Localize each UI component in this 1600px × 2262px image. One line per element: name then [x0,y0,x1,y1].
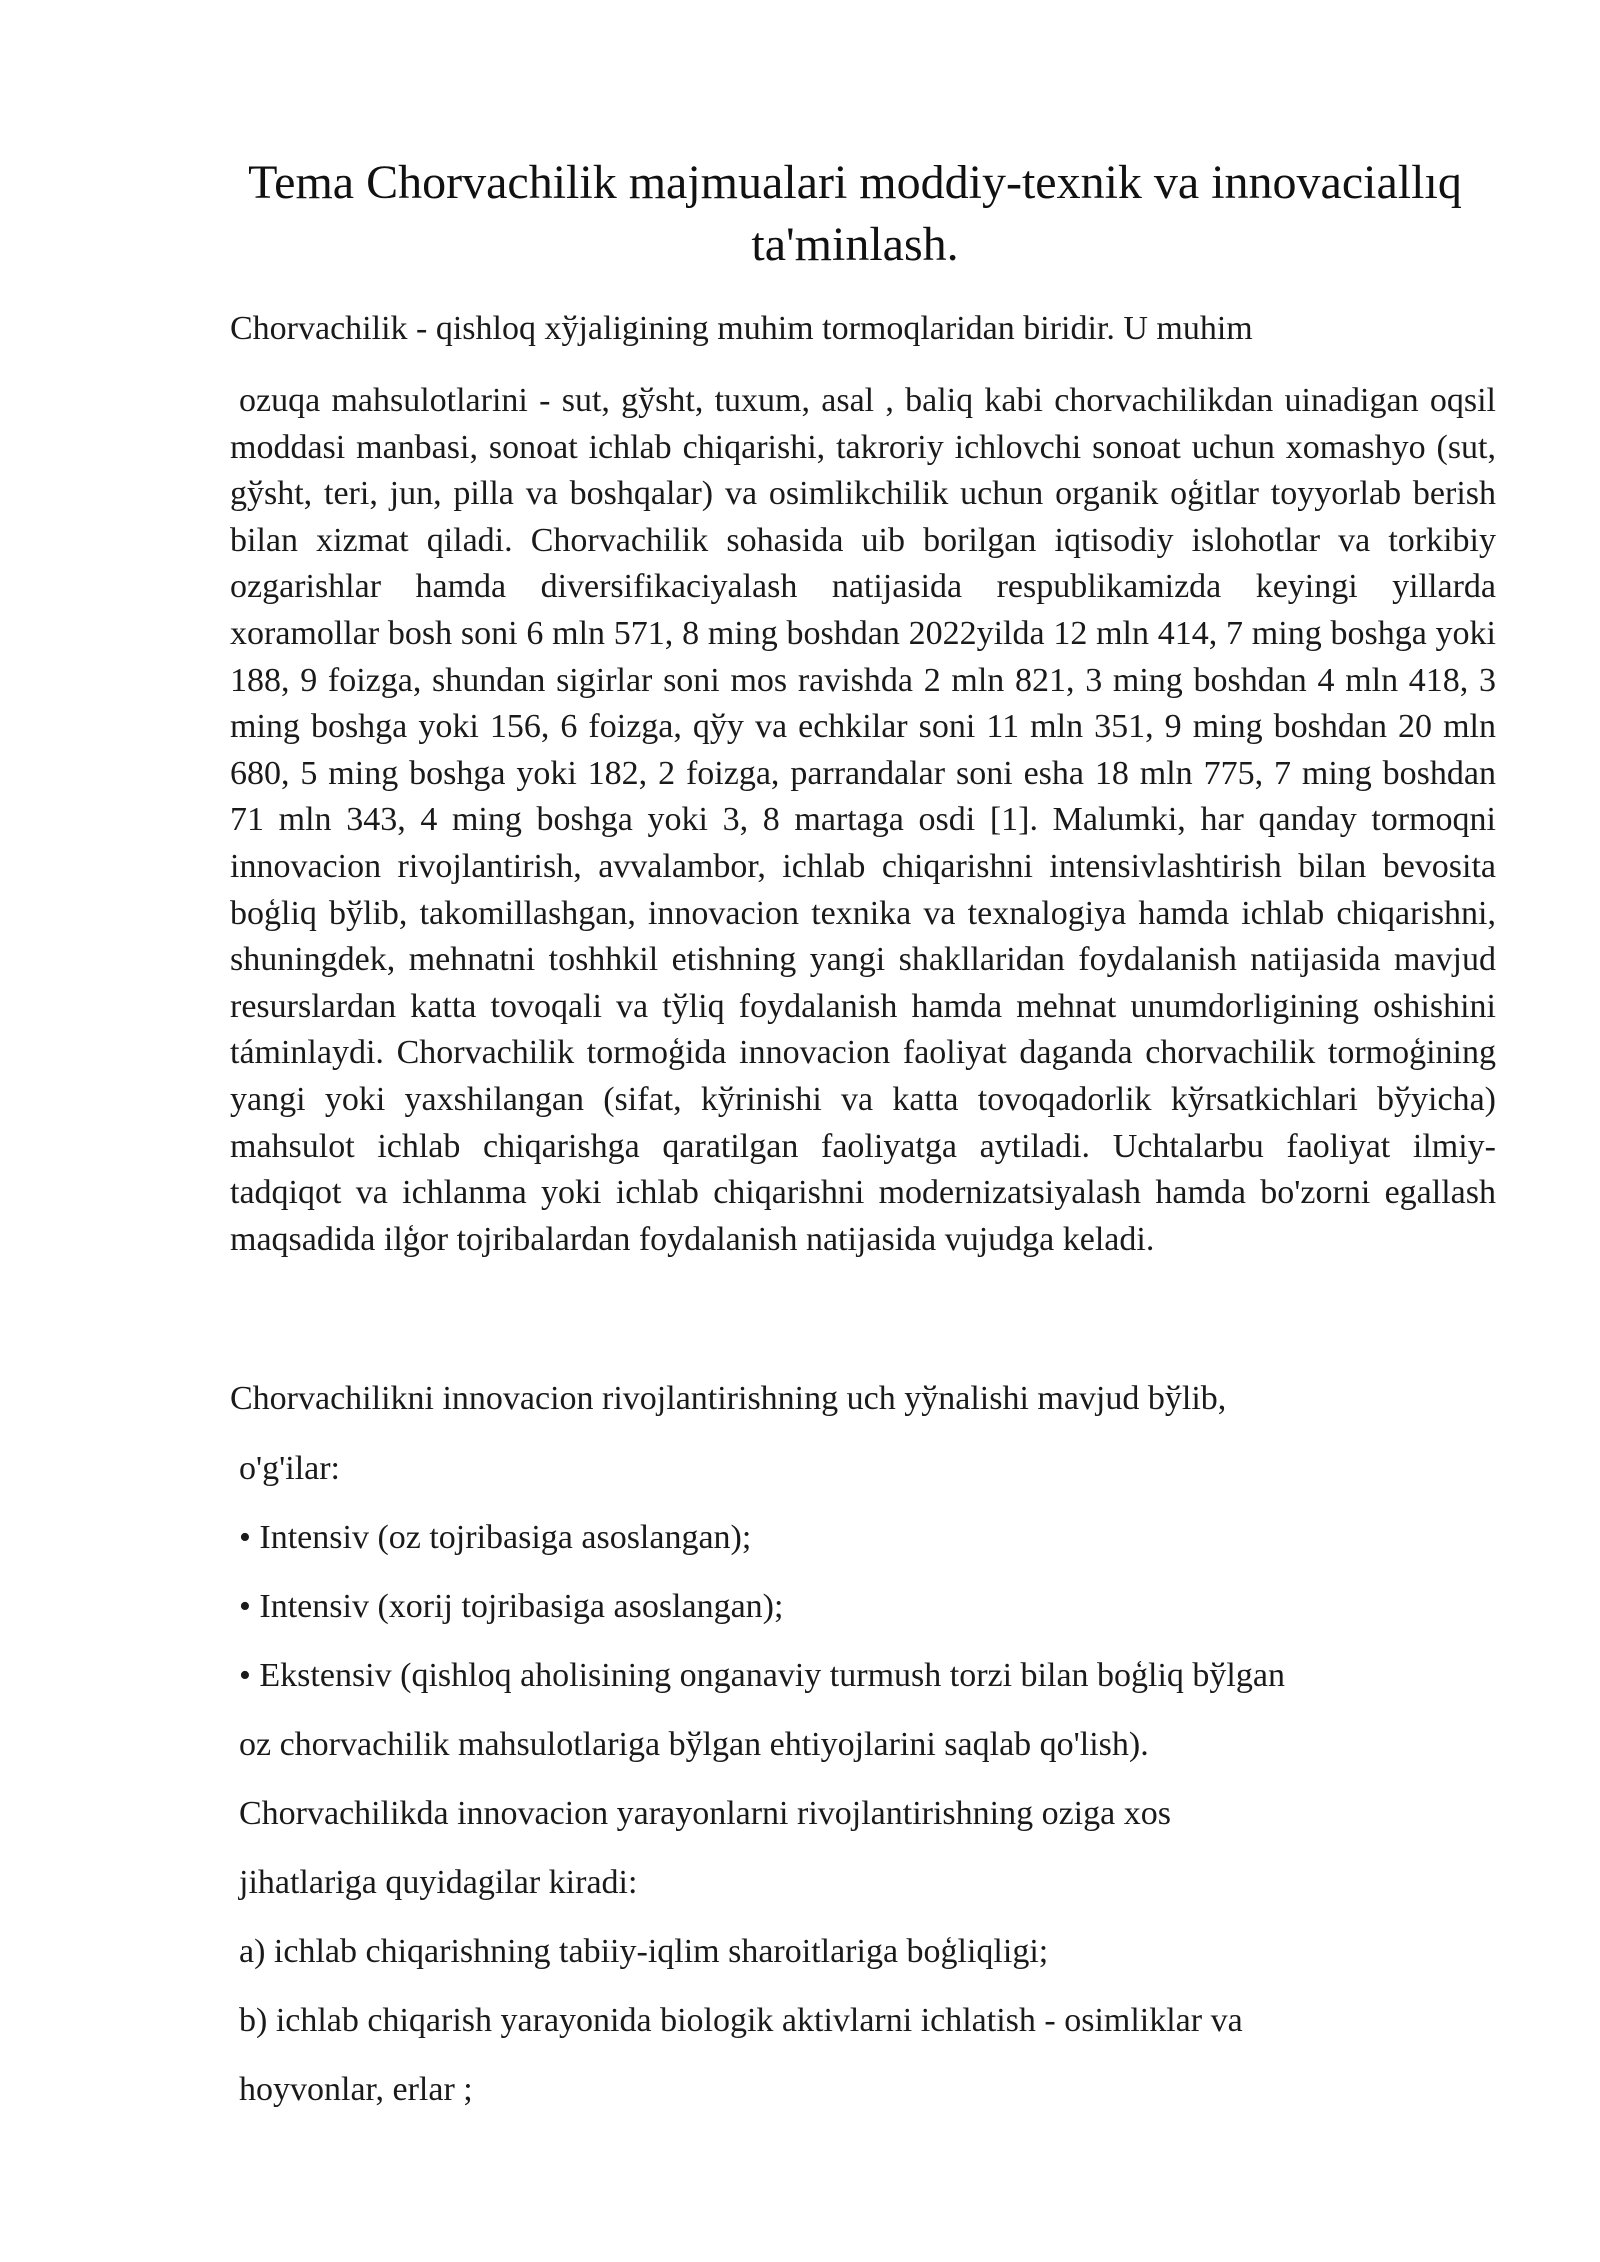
directions-intro-continuation: o'g'ilar: [239,1450,341,1487]
directions-intro-line: Chorvachilikni innovacion rivojlantirishning uch yўnalishi mavjud bўlib, [230,1380,1227,1417]
list-item-intensive-local: • Intensiv (oz tojribasiga asoslangan); [239,1519,752,1556]
list-item-extensive: • Ekstensiv (qishloq aholisining onganaviy turmush torzi bilan boģliq bўlgan [239,1657,1285,1694]
feature-item-b-continuation: hoyvonlar, erlar ; [239,2071,473,2108]
list-item-intensive-foreign: • Intensiv (xorij tojribasiga asoslangan); [239,1588,784,1625]
main-paragraph: ozuqa mahsulotlarini - sut, gўsht, tuxum, asal , baliq kabi chorvachilikdan uinadigan oqsil moddasi manbasi, sonoat ichlab chiqarishi, takroriy ichlovchi sonoat uchun xomashyo (sut, gўsht, teri, jun, pilla va boshqalar) va osimlikchilik uchun organik oģitlar toyyorlab berish bilan xizmat qiladi. Chorvachilik sohasida uib borilgan iqtisodiy islohotlar va torkibiy ozgarishlar hamda diversifikaciyalash natijasida respublikamizda keyingi yillarda xoramollar bosh soni 6 mln 571, 8 ming boshdan 2022yilda 12 mln 414, 7 ming boshga yoki 188, 9 foizga, shundan sigirlar soni mos ravishda 2 mln 821, 3 ming boshdan 4 mln 418, 3 ming boshga yoki 156, 6 foizga, qўy va echkilar soni 11 mln 351, 9 ming boshdan 20 mln 680, 5 ming boshga yoki 182, 2 foizga, parrandalar soni esha 18 mln 775, 7 ming boshdan 71 mln 343, 4 ming boshga yoki 3, 8 martaga osdi [1]. Malumki, har qanday tormoqni innovacion rivojlantirish, avvalambor, ichlab chiqarishni intensivlashtirish bilan bevosita boģliq bўlib, takomillashgan, innovacion texnika va texnalogiya hamda ichlab chiqarishni, shuningdek, mehnatni toshhkil etishning yangi shakllaridan foydalanish natijasida mavjud resurslardan katta tovoqali va tўliq foydalanish hamda mehnat unumdorligining oshishini táminlaydi. Chorvachilik tormoģida innovacion faoliyat daganda chorvachilik tormoģining yangi yoki yaxshilangan (sifat, kўrinishi va katta tovoqadorlik kўrsatkichlari bўyicha) mahsulot ichlab chiqarishga qaratilgan faoliyatga aytiladi. Uchtalarbu faoliyat ilmiy- tadqiqot va ichlanma yoki ichlab chiqarishni modernizatsiyalash hamda bo'zorni egallash maqsadida ilģor tojribalardan foydalanish natijasida vujudga keladi. [230,382,1496,1258]
intro-line: Chorvachilik - qishloq xўjaligining muhim tormoqlaridan biridir. U muhim [230,310,1253,347]
features-intro-line: Chorvachilikda innovacion yarayonlarni rivojlantirishning oziga xos [239,1795,1171,1832]
feature-item-b: b) ichlab chiqarish yarayonida biologik aktivlarni ichlatish - osimliklar va [239,2002,1243,2039]
list-item-extensive-continuation: oz chorvachilik mahsulotlariga bўlgan ehtiyojlarini saqlab qo'lish). [239,1726,1149,1763]
document-title: Tema Chorvachilik majmualari moddiy-texnik va innovaciallıq ta'minlash. [248,156,1462,271]
feature-item-a: a) ichlab chiqarishning tabiiy-iqlim sharoitlariga boģliqligi; [239,1933,1049,1970]
features-intro-continuation: jihatlariga quyidagilar kiradi: [239,1864,638,1901]
